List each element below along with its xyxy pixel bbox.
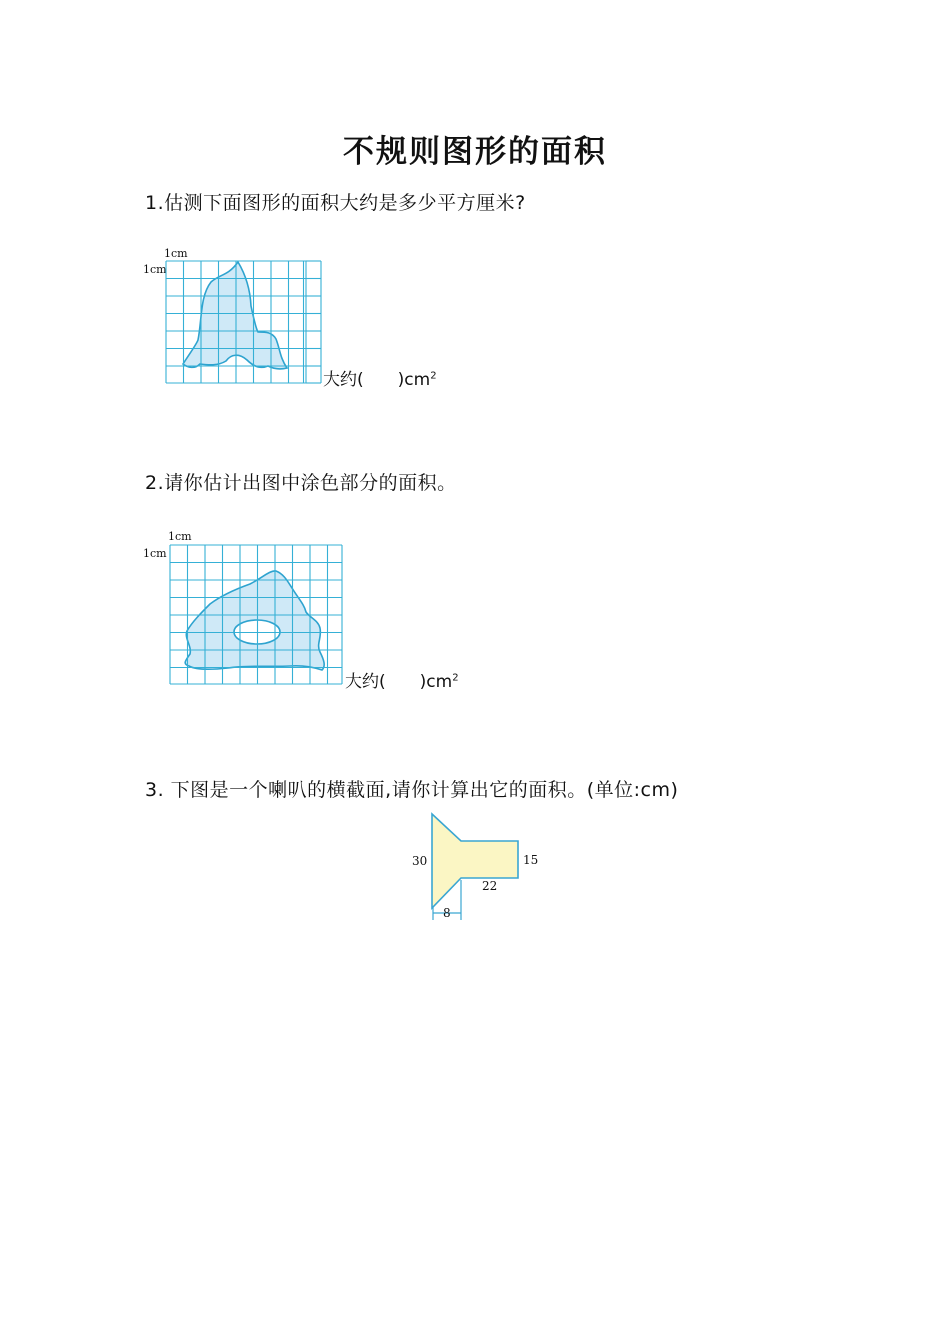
grid-unit-left-label: 1cm — [143, 547, 167, 560]
question-1-text: 1.估测下面图形的面积大约是多少平方厘米? — [145, 192, 526, 214]
answer-suffix: )cm — [419, 672, 453, 692]
dimension-22-label: 22 — [482, 879, 498, 893]
grid-unit-top-label: 1cm — [164, 247, 188, 260]
dimension-8-label: 8 — [443, 906, 451, 920]
question-2-text: 2.请你估计出图中涂色部分的面积。 — [145, 472, 457, 494]
trumpet-shape — [432, 814, 518, 908]
grid-unit-top-label: 1cm — [168, 530, 192, 543]
answer-prefix: 大约( — [345, 672, 386, 692]
dimension-30-label: 30 — [412, 854, 428, 868]
grid-unit-left-label: 1cm — [143, 263, 167, 276]
question-3-text: 3. 下图是一个喇叭的横截面,请你计算出它的面积。(单位:cm) — [145, 779, 679, 801]
question-1-answer — [323, 365, 437, 390]
answer-suffix: )cm — [397, 370, 431, 390]
trumpet-cross-section-figure — [405, 808, 555, 926]
question-1-grid-figure — [140, 244, 330, 389]
question-2-grid-figure — [140, 526, 350, 691]
answer-superscript: 2 — [430, 370, 437, 382]
question-2-answer — [345, 667, 459, 692]
answer-superscript: 2 — [452, 672, 459, 684]
answer-prefix: 大约( — [323, 370, 364, 390]
page-title: 不规则图形的面积 — [343, 134, 607, 170]
dimension-15-label: 15 — [523, 853, 539, 867]
